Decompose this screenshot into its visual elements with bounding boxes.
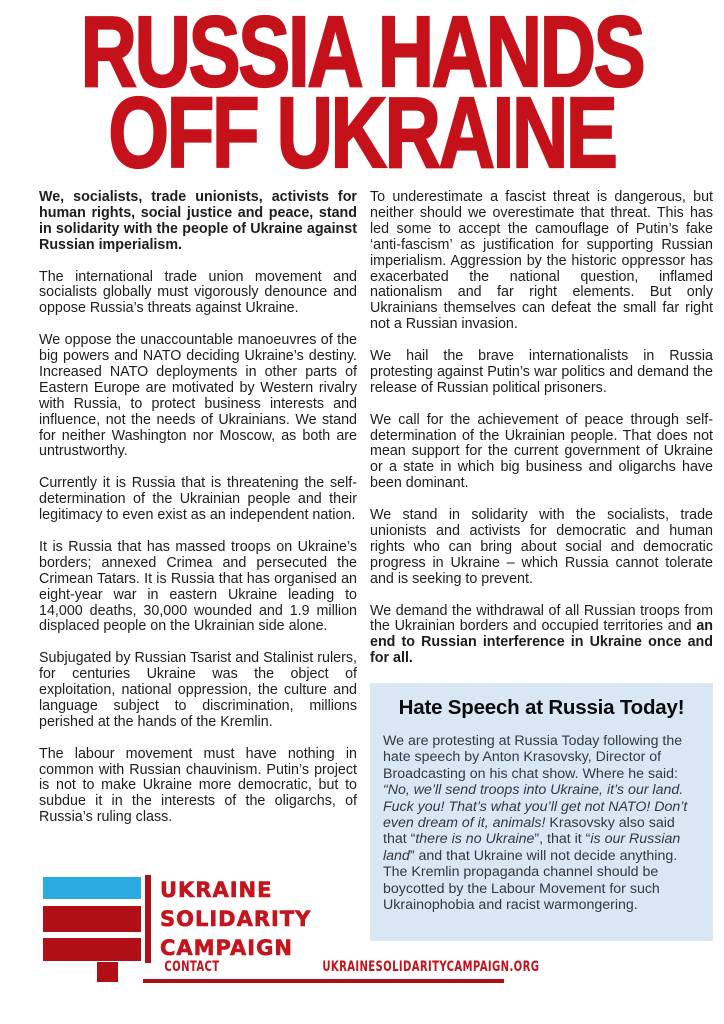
paragraph: We oppose the unaccountable manoeuvres of the big powers and NATO deciding Ukraine’s destiny. Increased NATO deployments in other parts of Eastern Europe are motivated by Western rivalry with Russia, to protect business interests and influence, not the needs of Ukrainians. We stand for neither Washington nor Moscow, as both are untrustworthy. <box>39 332 357 460</box>
paragraph: Subjugated by Russian Tsarist and Stalinist rulers, for centuries Ukraine was the object of exploitation, national oppression, the culture and language subject to discrimination, millions perished at the hands of the Kremlin. <box>39 650 357 730</box>
red-accent-mark <box>97 962 118 982</box>
demand-bold-text: an end to Russian interference in Ukraine once and for all. <box>370 618 713 667</box>
demand-text: We demand the withdrawal of all Russian troops from the Ukrainian borders and occupied territories and <box>370 602 713 635</box>
left-column <box>39 190 357 941</box>
box-text: ”, that it “ <box>534 831 591 848</box>
paragraph: The international trade union movement and socialists globally must vigorously denounce and oppose Russia’s threats against Ukraine. <box>39 268 357 317</box>
paragraph: We call for the achievement of peace through self-determination of the Ukrainian people. That does not mean support for the current government of Ukraine or a state in which big business and oligarchs have been dominant. <box>370 411 713 492</box>
flag-bar-red-2 <box>43 938 141 961</box>
paragraph: To underestimate a fascist threat is dangerous, but neither should we overestimate that threat. This has led some to accept the camouflage of Putin’s fake ‘anti-fascism’ as justification for supporting Russian imperialism. Aggression by the historic oppressor has exacerbated the national question, inflamed nationalism and far right elements. But only Ukrainians themselves can defeat the small far right not a Russian invasion. <box>370 189 713 333</box>
box-quote: there is no Ukraine <box>415 831 535 848</box>
poster-masthead <box>0 0 724 189</box>
poster-title-line-2: OFF UKRAINE <box>108 77 616 189</box>
box-quote: is our Russian land <box>383 831 681 864</box>
paragraph: It is Russia that has massed troops on Ukraine’s borders; annexed Crimea and persecuted the Crimean Tatars. It is Russia that has organised an eight-year war in eastern Ukraine leading to 14,000 deaths, 30,000 wounded and 1.9 million displaced people on the Ukrainian side alone. <box>39 538 357 635</box>
contact-url: UKRAINESOLIDARITYCAMPAIGN.ORG <box>321 959 539 975</box>
box-text: Krasovsky also said that “ <box>383 815 675 848</box>
body-columns <box>39 190 713 941</box>
hate-speech-box <box>370 683 713 941</box>
logo-divider <box>145 875 151 963</box>
box-text: We are protesting at Russia Today following the hate speech by Anton Krasovsky, Director of Broadcasting on his chat show. Where he said: <box>383 733 683 782</box>
flag-bar-red-1 <box>43 906 141 932</box>
logo-word-campaign: CAMPAIGN <box>160 936 293 960</box>
ukraine-flag-icon <box>43 877 141 961</box>
box-quote: “No, we’ll send troops into Ukraine, it’s our land. Fuck you! That’s what you’ll get not NATO! Don’t even dream of it, animals! <box>383 782 688 832</box>
right-column <box>370 190 713 941</box>
poster-title-line-1: RUSSIA HANDS <box>80 0 644 108</box>
paragraph: The labour movement must have nothing in common with Russian chauvinism. Putin’s project is not to make Ukraine more democratic, but to subdue it in the interests of the oligarchs, of Russia’s ruling class. <box>39 745 357 826</box>
paragraph: We stand in solidarity with the socialists, trade unionists and activists for democratic and human rights who can bring about social and democratic progress in Ukraine – which Russia cannot tolerate and is seeking to prevent. <box>370 507 713 587</box>
hate-speech-box-body <box>383 733 700 913</box>
logo-wordmark <box>160 876 311 963</box>
hate-speech-box-title: Hate Speech at Russia Today! <box>398 696 685 720</box>
box-text: ” and that Ukraine will not decide anything. The Kremlin propaganda channel should be boycotted by the Labour Movement for such Ukrainophobia and racist warmongering. <box>383 847 678 914</box>
intro-paragraph: We, socialists, trade unionists, activists for human rights, social justice and peace, stand in solidarity with the people of Ukraine against Russian imperialism. <box>39 189 357 253</box>
logo-word-ukraine: UKRAINE <box>160 878 273 902</box>
demand-paragraph <box>370 604 713 668</box>
contact-label: CONTACT <box>164 959 220 975</box>
paragraph: We hail the brave internationalists in Russia protesting against Putin’s war politics and demand the release of Russian political prisoners. <box>370 348 713 396</box>
logo-word-solidarity: SOLIDARITY <box>160 907 312 931</box>
contact-underline <box>143 979 504 983</box>
flag-bar-blue <box>43 877 141 899</box>
contact-strip <box>143 959 539 975</box>
paragraph: Currently it is Russia that is threatening the self-determination of the Ukrainian people and their legitimacy to even exist as an independent nation. <box>39 475 357 524</box>
